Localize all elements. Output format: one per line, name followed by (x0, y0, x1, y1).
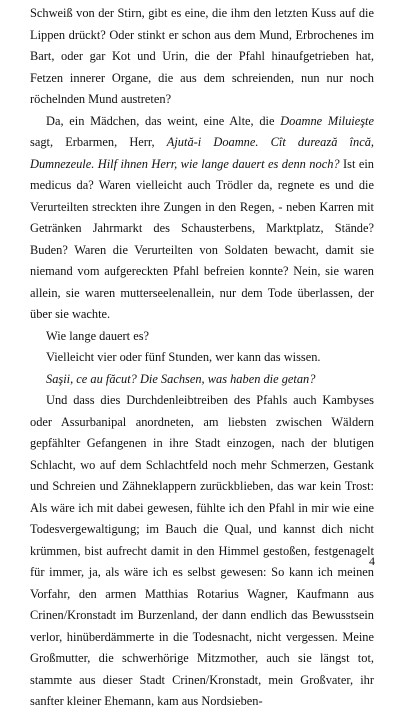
text-run: Ist ein medicus da? Waren vielleicht auch Trödler da, regnete es und die Verurteilten streckten ihre Zungen in den Regen, - neben Karren mit Getränken Jahrmarkt des Schausterbens, Marktplatz, Stände? Buden? Waren die Verurteilten von Soldaten bewacht, damit sie niemand vom aufgereckten Pfahl befreien konnte? Nein, sie waren allein, sie waren mutterseelenallein, nur dem Tode überlassen, der über sie wachte. (30, 156, 374, 321)
paragraph (30, 390, 374, 713)
text-run: Schweiß von der Stirn, gibt es eine, die ihm den letzten Kuss auf die Lippen drückt? Oder stinkt er schon aus dem Mund, Erbrochenes im Bart, oder gar Kot und Urin, die der Pfahl hinaufgetrieben hat, Fetzen innerer Organe, die aus dem schreienden, nun nur noch röchelnden Mund austreten? (30, 6, 374, 106)
document-page (30, 3, 374, 713)
text-run: Wie lange dauert es? (46, 328, 150, 343)
italic-question: Saşii, ce au făcut? Die Sachsen, was haben die getan? (46, 371, 316, 386)
paragraph (30, 326, 374, 348)
romanian-phrase: Doamne Miluieşte (280, 113, 374, 128)
paragraph (30, 347, 374, 369)
paragraph (30, 369, 374, 391)
paragraph (30, 3, 374, 111)
text-run: Und dass dies Durchdenleibtreiben des Pfahls auch Kambyses oder Assurbanipal anordneten, am liebsten zwischen Wäldern gepfählter Gefangenen in ihre Stadt einzogen, nach der blutigen Schlacht, wo auf dem Schlachtfeld noch mehr Schmerzen, Gestank und Schreien und Zähneklappern zurückblieben, das war kein Trost: Als wäre ich mit dabei gewesen, fühlte ich den Pfahl in mir wie eine Todesvergewaltigung; im Bauch die Qual, und kannst dich nicht krümmen, bist aufrecht damit in den Himmel gestoßen, festgenagelt für immer, ja, als wäre ich es selbst gewesen: So kann ich meinen Vorfahr, den armen Matthias Rotarius Wagner, Kaufmann aus Crinen/Kronstadt im Burzenland, der dann endlich das Bewusstsein verlor, hinüberdämmerte in die Todesnacht, nicht vergessen. Meine Großmutter, die schwerhörige Mitzmother, auch sie längst tot, stammte aus dieser Stadt Crinen/Kronstadt, mein Großvater, ihr sanfter kleiner Ehemann, kam aus Nordsieben- (30, 393, 374, 708)
text-run: sagt, Erbarmen, Herr, (30, 135, 167, 149)
page-number: 4 (369, 554, 375, 568)
romanian-prayer: Ajută-i Doamne. Cît durează încă, Dumnezeule. Hilf ihnen Herr, wie lange dauert es denn noch? (30, 135, 374, 171)
paragraph (30, 111, 374, 326)
text-run: Vielleicht vier oder fünf Stunden, wer kann das wissen. (46, 350, 321, 364)
text-run: Da, ein Mädchen, das weint, eine Alte, die (46, 113, 281, 128)
